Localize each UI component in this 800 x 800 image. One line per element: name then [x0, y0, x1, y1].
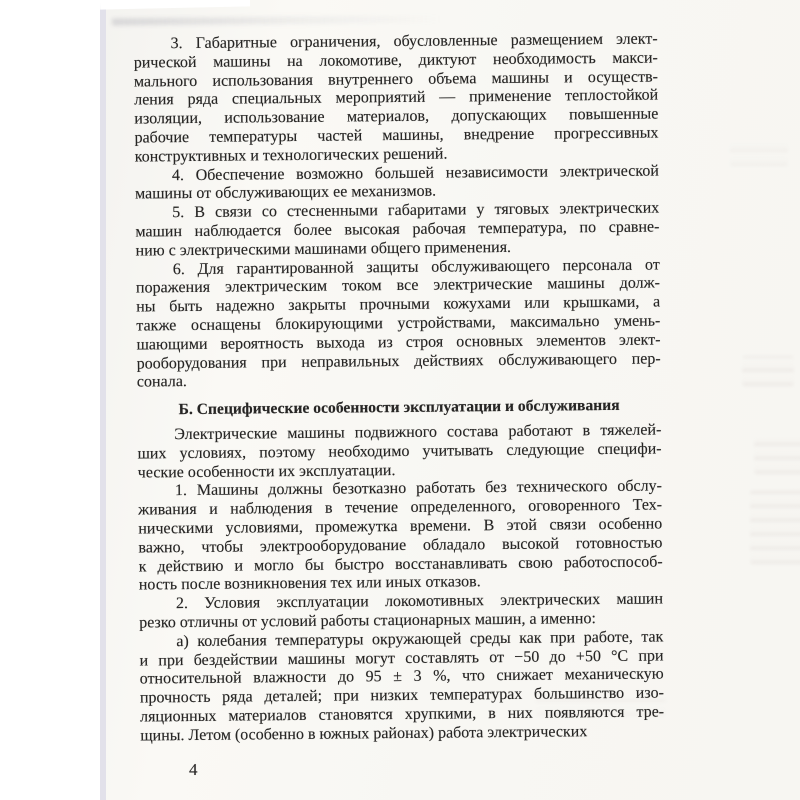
paragraph — [134, 31, 659, 168]
text-line: 5. В связи со стесненными габаритами у тяговых электрических — [172, 199, 660, 222]
paragraph — [139, 628, 664, 746]
paragraph — [137, 421, 662, 482]
text-line: рабочие температуры частей машины, внедрение прогрессивных — [134, 124, 659, 147]
text-line: ническими условиями, промежутка времени. В этой связи особенно — [138, 515, 663, 538]
text-line: ляционных материалов становятся хрупкими, в них появляются тре- — [140, 703, 665, 726]
paragraph — [135, 162, 659, 205]
text-line: ны быть надежно закрыты прочными кожухами или крышками, а — [136, 293, 661, 316]
text-line: машины от обслуживающих ее механизмов. — [134, 183, 437, 203]
text-line: живания и наблюдения в течение определенного, оговоренного Тех- — [138, 496, 663, 519]
text-line: рооборудования при неправильных действиях обслуживающего пер- — [136, 350, 661, 373]
paragraph — [139, 591, 663, 634]
text-line: сонала. — [136, 373, 187, 391]
text-line: 6. Для гарантированной защиты обслуживающего персонала от — [172, 256, 660, 278]
text-line: конструктивных и технологических решений. — [134, 145, 448, 166]
text-line: машин наблюдается более высокая рабочая температура, по сравне- — [135, 218, 660, 241]
text-block — [134, 31, 665, 746]
text-line: ших условиях, поэтому необходимо учитывать следующие специфи- — [137, 440, 662, 463]
text-line: относительной влажности до 95 ± 3 %, что снижает механическую — [139, 665, 664, 688]
text-line: ления ряда специальных мероприятий — применение теплостойкой — [134, 86, 659, 109]
text-line: также оснащены блокирующими устройствами, максимально умень- — [136, 312, 661, 335]
paragraph — [138, 478, 663, 596]
text-line: 2. Условия эксплуатации локомотивных электрических машин — [175, 590, 664, 613]
text-line: рической машины на локомотиве, диктуют необходимость макси- — [133, 49, 658, 72]
text-line: резко отличны от условий работы стационарных машин, а именно: — [139, 610, 596, 632]
text-line: 3. Габаритные ограничения, обусловленные размещением элект- — [170, 30, 658, 53]
text-line: прочность ряда деталей; при низких температурах большинство изо- — [139, 684, 664, 707]
text-line: поражения электрическим током все электрические машины долж- — [135, 274, 661, 297]
text-line: ность после возникновения тех или иных отказов. — [138, 573, 481, 594]
text-line: щины. Летом (особенно в южных районах) работа электрических — [140, 722, 588, 745]
heading-line: Б. Специфические особенности эксплуатации и обслуживания — [178, 397, 620, 419]
text-line: 4. Обеспечение возможно большей независимости электрической — [171, 162, 659, 184]
bleed-through-smudge — [750, 490, 800, 564]
section-heading — [137, 397, 661, 421]
text-line: ческие особенности их эксплуатации. — [137, 461, 396, 482]
bleed-through-smudge — [730, 140, 788, 166]
page-number: 4 — [189, 760, 198, 779]
text-line: изоляции, использование материалов, допускающих повышенные — [134, 105, 659, 128]
bleed-through-smudge — [742, 356, 794, 386]
text-line: к действию и могло бы быстро восстанавливать свою работоспособ- — [138, 552, 663, 576]
bleed-through-smudge — [754, 438, 800, 474]
text-line: 1. Машины должны безотказно работать без технического обслу- — [174, 477, 662, 500]
text-line: шающими вероятность выхода из строя основных элементов элект- — [136, 331, 661, 354]
text-line: Электрические машины подвижного состава работают в тяжелей- — [174, 421, 662, 444]
text-line: и при бездействии машины могут составлять от −50 до +50 °С при — [139, 646, 664, 670]
paragraph — [136, 256, 661, 393]
text-line: важно, чтобы электрооборудование обладало высокой готовностью — [138, 534, 663, 557]
text-line: мального использования внутреннего объема машины и осуществ- — [133, 68, 659, 91]
text-line: нию с электрическими машинами общего применения. — [135, 238, 512, 260]
paragraph — [135, 200, 660, 261]
text-line: а) колебания температуры окружающей среды как при работе, так — [176, 628, 664, 650]
